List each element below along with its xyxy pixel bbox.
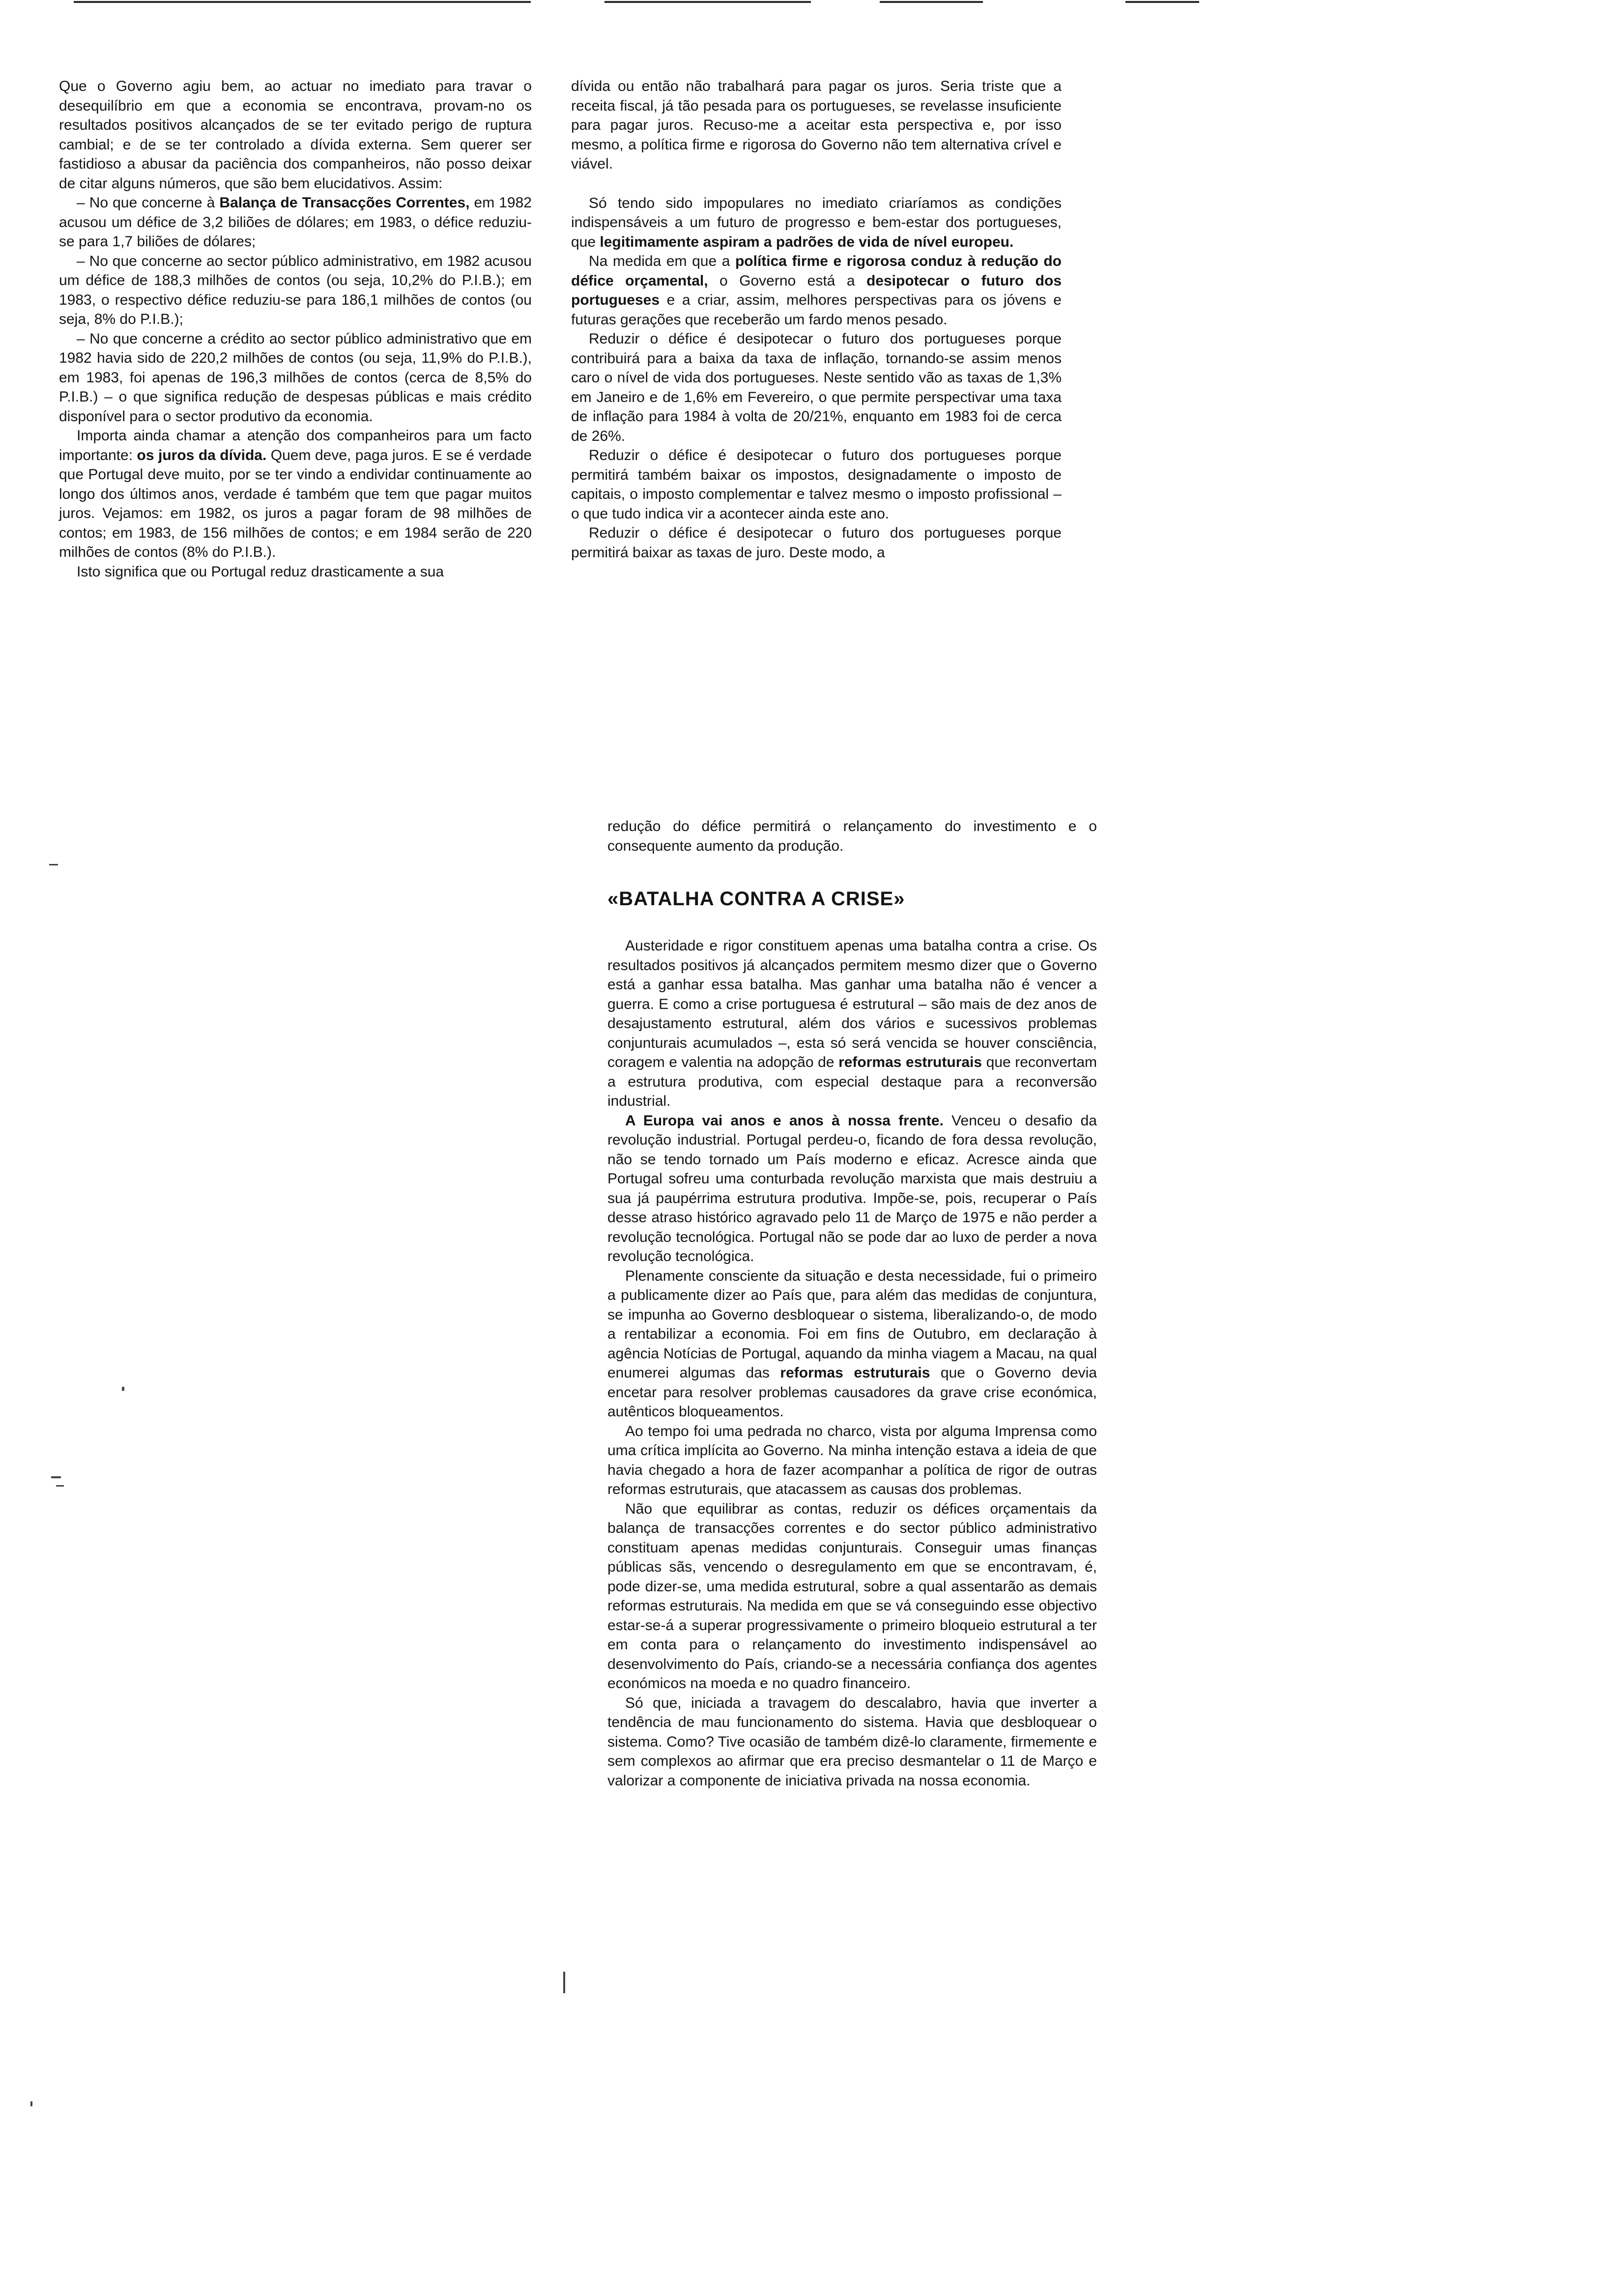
right-top-para-1: dívida ou então não trabalhará para pagar os juros. Seria triste que a receita fiscal, já tão pesada para os portugueses, se revelasse insuficiente para pagar juros. Recuso-me a aceitar esta perspectiva e, por isso mesmo, a política firme e rigorosa do Governo não tem alternativa crível e viável. bbox=[571, 78, 1062, 172]
section-heading: «BATALHA CONTRA A CRISE» bbox=[607, 888, 905, 910]
top-scan-rule-3 bbox=[880, 1, 983, 3]
right-bottom-continuation: redução do défice permitirá o relançamento do investimento e o consequente aumento da produção. bbox=[607, 818, 1097, 854]
left-para-5: Importa ainda chamar a atenção dos companheiros para um facto importante: os juros da dívida. Quem deve, paga juros. E se é verdade que Portugal deve muito, por se ter vindo a endividar continuamente ao longo dos últimos anos, verdade é também que tem que pagar muitos juros. Vejamos: em 1982, os juros a pagar foram de 98 milhões de contos; em 1983, de 156 milhões de contos; e em 1984 serão de 220 milhões de contos (8% do P.I.B.). bbox=[59, 428, 532, 560]
left-para-3: – No que concerne ao sector público administrativo, em 1982 acusou um défice de 188,3 milhões de contos (ou seja, 10,2% do P.I.B.); em 1983, o respectivo défice reduziu-se para 186,1 milhões de contos (ou seja, 8% do P.I.B.); bbox=[59, 253, 532, 327]
right-top-para-5: Reduzir o défice é desipotecar o futuro dos portugueses porque permitirá também baixar os impostos, designadamente o imposto de capitais, o imposto complementar e talvez mesmo o imposto profissional – o que tudo indica vir a acontecer ainda este ano. bbox=[571, 447, 1062, 522]
right-top-para-6: Reduzir o défice é desipotecar o futuro dos portugueses porque permitirá baixar as taxas de juro. Deste modo, a bbox=[571, 525, 1062, 561]
scan-speck bbox=[563, 1972, 565, 1993]
right-top-para-4: Reduzir o défice é desipotecar o futuro dos portugueses porque contribuirá para a baixa da taxa de inflação, tornando-se assim menos caro o nível de vida dos portugueses. Neste sentido vão as taxas de 1,3% em Janeiro e de 1,6% em Fevereiro, o que permite perspectivar uma taxa de inflação para 1984 à volta de 20/21%, enquanto em 1983 foi de cerca de 26%. bbox=[571, 331, 1062, 444]
top-scan-rule-1 bbox=[74, 1, 531, 3]
left-para-1: Que o Governo agiu bem, ao actuar no imediato para travar o desequilíbrio em que a economia se encontrava, provam-no os resultados positivos alcançados de se ter evitado perigo de ruptura cambial; e de se ter controlado a dívida externa. Sem querer ser fastidioso a abusar da paciência dos companheiros, não posso deixar de citar alguns números, que são bem elucidativos. Assim: bbox=[59, 78, 532, 192]
body-para-1: Austeridade e rigor constituem apenas uma batalha contra a crise. Os resultados positivos já alcançados permitem mesmo dizer que o Governo está a ganhar essa batalha. Mas ganhar uma batalha não é vencer a guerra. E como a crise portuguesa é estrutural – são mais de dez anos de desajustamento estrutural, além dos vários e sucessivos problemas conjunturais acumulados –, esta só será vencida se houver consciência, coragem e valentia na adopção de reformas estruturais que reconvertam a estrutura produtiva, com especial destaque para a reconversão industrial. bbox=[607, 938, 1097, 1109]
top-scan-rule-4 bbox=[1125, 1, 1199, 3]
right-top-para-2: Só tendo sido impopulares no imediato criaríamos as condições indispensáveis a um futuro de progresso e bem-estar dos portugueses, que legitimamente aspiram a padrões de vida de nível europeu. bbox=[571, 195, 1062, 250]
scan-speck bbox=[122, 1387, 124, 1391]
right-column-bottom bbox=[607, 817, 1097, 1790]
left-para-2: – No que concerne à Balança de Transacções Correntes, em 1982 acusou um défice de 3,2 biliões de dólares; em 1983, o défice reduziu-se para 1,7 biliões de dólares; bbox=[59, 195, 532, 250]
scan-speck bbox=[30, 2101, 32, 2106]
body-para-2: A Europa vai anos e anos à nossa frente. Venceu o desafio da revolução industrial. Portugal perdeu-o, ficando de fora dessa revolução, não se tendo tornado um País moderno e eficaz. Acresce ainda que Portugal sofreu uma conturbada revolução marxista que mais destruiu a sua já paupérrima estrutura produtiva. Impõe-se, pois, recuperar o País desse atraso histórico agravado pelo 11 de Março de 1975 e não perder a revolução tecnológica. Portugal não se pode dar ao luxo de perder a nova revolução tecnológica. bbox=[607, 1112, 1097, 1264]
body-para-6: Só que, iniciada a travagem do descalabro, havia que inverter a tendência de mau funcionamento do sistema. Havia que desbloquear o sistema. Como? Tive ocasião de também dizê-lo claramente, firmemente e sem complexos ao afirmar que era preciso desmantelar o 11 de Março e valorizar a componente de iniciativa privada na nossa economia. bbox=[607, 1694, 1097, 1789]
left-column bbox=[59, 77, 532, 581]
body-para-3: Plenamente consciente da situação e desta necessidade, fui o primeiro a publicamente dizer ao País que, para além das medidas de conjuntura, se impunha ao Governo desbloquear o sistema, liberalizando-o, de modo a rentabilizar a economia. Foi em fins de Outubro, em declaração à agência Notícias de Portugal, aquando da minha viagem a Macau, na qual enumerei algumas das reformas estruturais que o Governo devia encetar para resolver problemas causadores da grave crise económica, autênticos bloqueamentos. bbox=[607, 1267, 1097, 1420]
top-scan-rule-2 bbox=[604, 1, 811, 3]
body-para-5: Não que equilibrar as contas, reduzir os défices orçamentais da balança de transacções correntes e do sector público administrativo constituam apenas medidas conjunturais. Conseguir umas finanças públicas sãs, vencendo o desregulamento em que se encontravam, é, pode dizer-se, uma medida estrutural, sobre a qual assentarão as demais reformas estruturais. Na medida em que se vá conseguindo esse objectivo estar-se-á a superar progressivamente o primeiro bloqueio estrutural a ter em conta para o relançamento do investimento indispensável ao desenvolvimento do País, criando-se a necessária confiança dos agentes económicos na moeda e no quadro financeiro. bbox=[607, 1500, 1097, 1692]
right-column-top bbox=[571, 77, 1062, 562]
left-para-6: Isto significa que ou Portugal reduz drasticamente a sua bbox=[77, 563, 444, 580]
scan-speck bbox=[56, 1485, 64, 1487]
left-para-4: – No que concerne a crédito ao sector público administrativo que em 1982 havia sido de 220,2 milhões de contos (ou seja, 11,9% do P.I.B.), em 1983, foi apenas de 196,3 milhões de contos (cerca de 8,5% do P.I.B.) – o que significa redução de despesas públicas e mais crédito disponível para o sector produtivo da economia. bbox=[59, 330, 532, 425]
body-para-4: Ao tempo foi uma pedrada no charco, vista por alguma Imprensa como uma crítica implícita ao Governo. Na minha intenção estava a ideia de que havia chegado a hora de fazer acompanhar a política de rigor de outras reformas estruturais, que atacassem as causas dos problemas. bbox=[607, 1423, 1097, 1497]
scan-speck bbox=[49, 864, 58, 865]
right-top-para-3: Na medida em que a política firme e rigorosa conduz à redução do défice orçamental, o Governo está a desipotecar o futuro dos portugueses e a criar, assim, melhores perspectivas para os jóvens e futuras gerações que receberão um fardo menos pesado. bbox=[571, 253, 1062, 328]
scan-speck bbox=[51, 1476, 61, 1478]
